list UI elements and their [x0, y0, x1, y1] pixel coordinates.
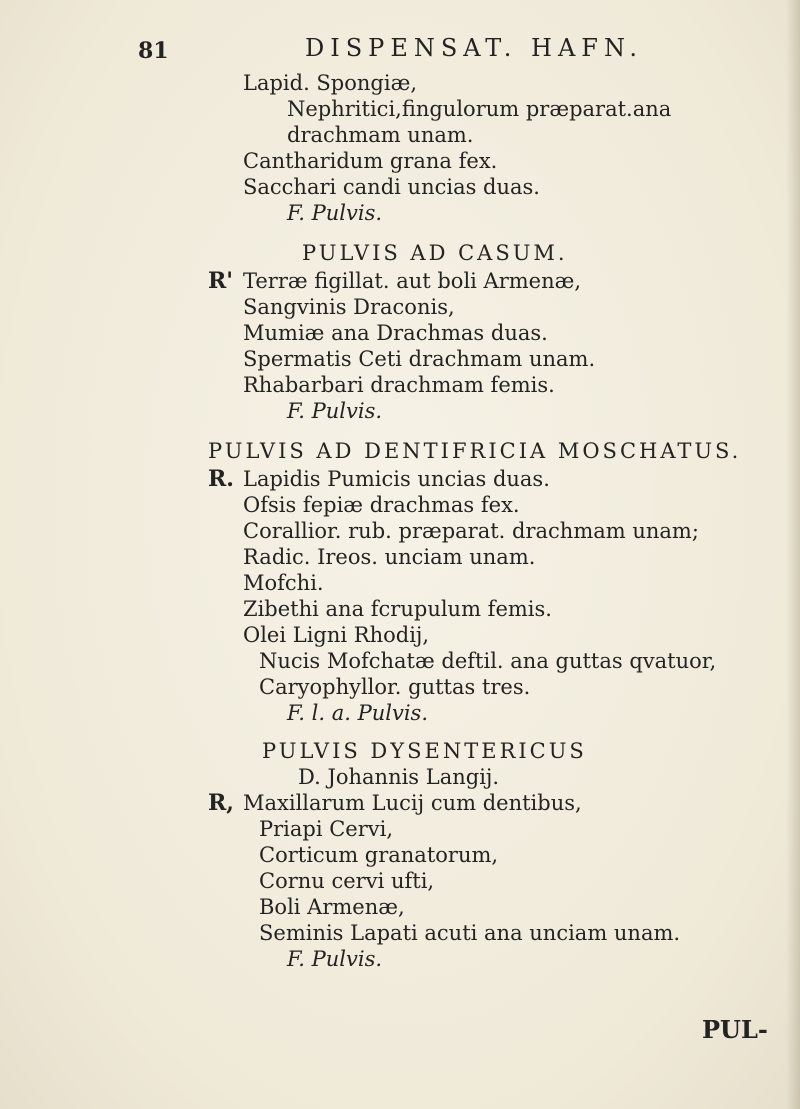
recipe-line: drachmam unam.	[287, 123, 474, 147]
recipe-line: Sacchari candi uncias duas.	[243, 175, 540, 199]
recipe-line: Zibethi ana fcrupulum femis.	[243, 597, 552, 621]
recipe-line: Mumiæ ana Drachmas duas.	[243, 321, 548, 345]
section-title: PULVIS AD DENTIFRICIA MOSCHATUS.	[208, 439, 742, 463]
page-edge-shadow	[786, 0, 800, 1109]
recipe-symbol: R,	[208, 790, 234, 816]
recipe-line: Lapid. Spongiæ,	[243, 71, 417, 95]
recipe-line: Ofsis fepiæ drachmas fex.	[243, 493, 520, 517]
recipe-line: Nephritici,fingulorum præparat.ana	[287, 97, 672, 121]
recipe-line: Sangvinis Draconis,	[243, 295, 455, 319]
recipe-line-fiat: F. Pulvis.	[287, 399, 383, 423]
recipe-line: Seminis Lapati acuti ana unciam unam.	[259, 921, 681, 945]
recipe-line: Terræ figillat. aut boli Armenæ,	[243, 269, 582, 293]
recipe-line: Lapidis Pumicis uncias duas.	[243, 467, 550, 491]
recipe-line: Caryophyllor. guttas tres.	[259, 675, 531, 699]
recipe-line: Priapi Cervi,	[259, 817, 394, 841]
recipe-line-fiat: F. l. a. Pulvis.	[287, 701, 428, 725]
catchword: PUL-	[702, 1015, 768, 1044]
recipe-line: Rhabarbari drachmam femis.	[243, 373, 555, 397]
section-title: PULVIS DYSENTERICUS	[262, 739, 587, 763]
recipe-line: Boli Armenæ,	[259, 895, 405, 919]
recipe-symbol: R.	[208, 466, 234, 492]
recipe-line: Cornu cervi ufti,	[259, 869, 435, 893]
recipe-line: Corticum granatorum,	[259, 843, 499, 867]
recipe-line: Mofchi.	[243, 571, 324, 595]
recipe-line: Radic. Ireos. unciam unam.	[243, 545, 536, 569]
running-head: DISPENSAT. HAFN.	[305, 34, 644, 62]
recipe-line-fiat: F. Pulvis.	[287, 201, 383, 225]
recipe-line: Olei Ligni Rhodij,	[243, 623, 430, 647]
recipe-line-fiat: F. Pulvis.	[287, 947, 383, 971]
recipe-line: Corallior. rub. præparat. drachmam unam;	[243, 519, 699, 543]
recipe-line: Spermatis Ceti drachmam unam.	[243, 347, 596, 371]
section-title: PULVIS AD CASUM.	[302, 241, 568, 265]
recipe-symbol: R'	[208, 268, 234, 294]
recipe-line: Maxillarum Lucij cum dentibus,	[243, 791, 582, 815]
page-number: 81	[138, 38, 169, 64]
section-subtitle: D. Johannis Langij.	[298, 765, 500, 789]
recipe-line: Nucis Mofchatæ deftil. ana guttas qvatuor,	[259, 649, 717, 673]
recipe-line: Cantharidum grana fex.	[243, 149, 498, 173]
